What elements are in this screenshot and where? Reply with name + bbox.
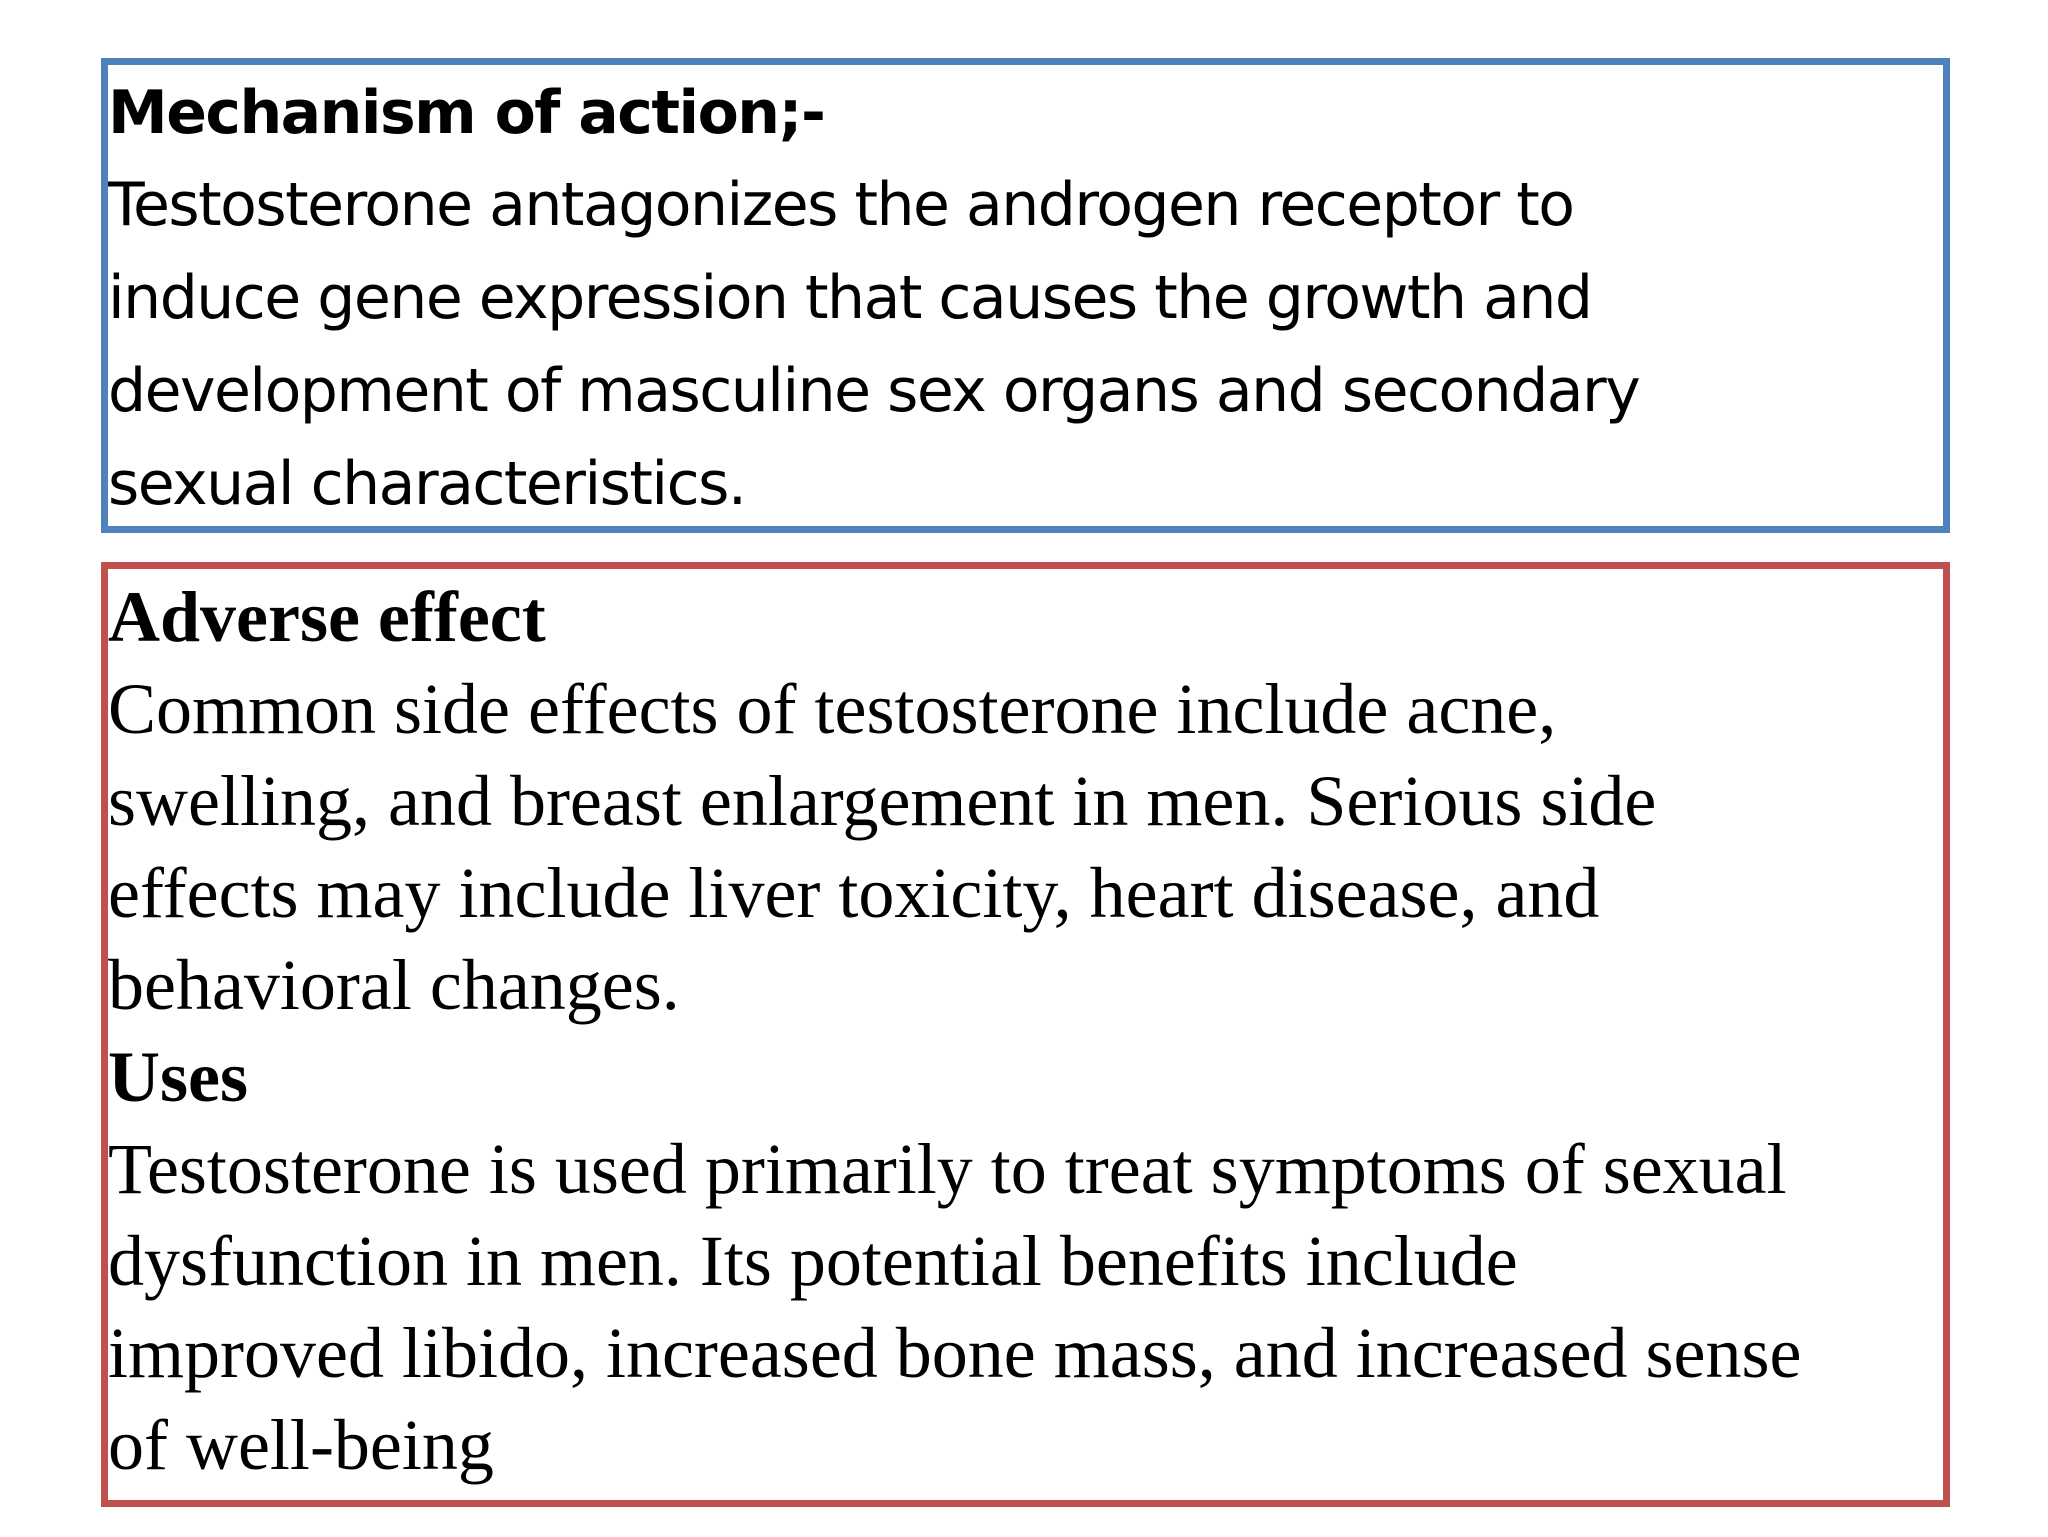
- mechanism-of-action-box: [101, 58, 1950, 533]
- uses-line: Testosterone is used primarily to treat symptoms of sexual: [108, 1129, 1787, 1209]
- uses-line: dysfunction in men. Its potential benefits include: [108, 1221, 1518, 1301]
- mechanism-body: [108, 159, 1943, 531]
- mechanism-line: sexual characteristics.: [108, 449, 746, 519]
- mechanism-heading: Mechanism of action;-: [108, 78, 825, 148]
- adverse-effect-body: [108, 663, 1943, 1031]
- adverse-line: Common side effects of testosterone include acne,: [108, 669, 1557, 749]
- adverse-effect-heading: Adverse effect: [108, 577, 546, 657]
- uses-heading: Uses: [108, 1037, 248, 1117]
- mechanism-line: Testosterone antagonizes the androgen receptor to: [108, 170, 1574, 240]
- uses-line: improved libido, increased bone mass, and increased sense: [108, 1313, 1802, 1393]
- adverse-line: effects may include liver toxicity, heart disease, and: [108, 853, 1600, 933]
- mechanism-line: development of masculine sex organs and secondary: [108, 356, 1640, 426]
- adverse-line: swelling, and breast enlargement in men. Serious side: [108, 761, 1657, 841]
- mechanism-line: induce gene expression that causes the growth and: [108, 263, 1592, 333]
- adverse-effect-and-uses-box: [101, 562, 1950, 1507]
- adverse-line: behavioral changes.: [108, 945, 680, 1025]
- uses-body: [108, 1123, 1943, 1491]
- uses-line: of well-being: [108, 1405, 494, 1485]
